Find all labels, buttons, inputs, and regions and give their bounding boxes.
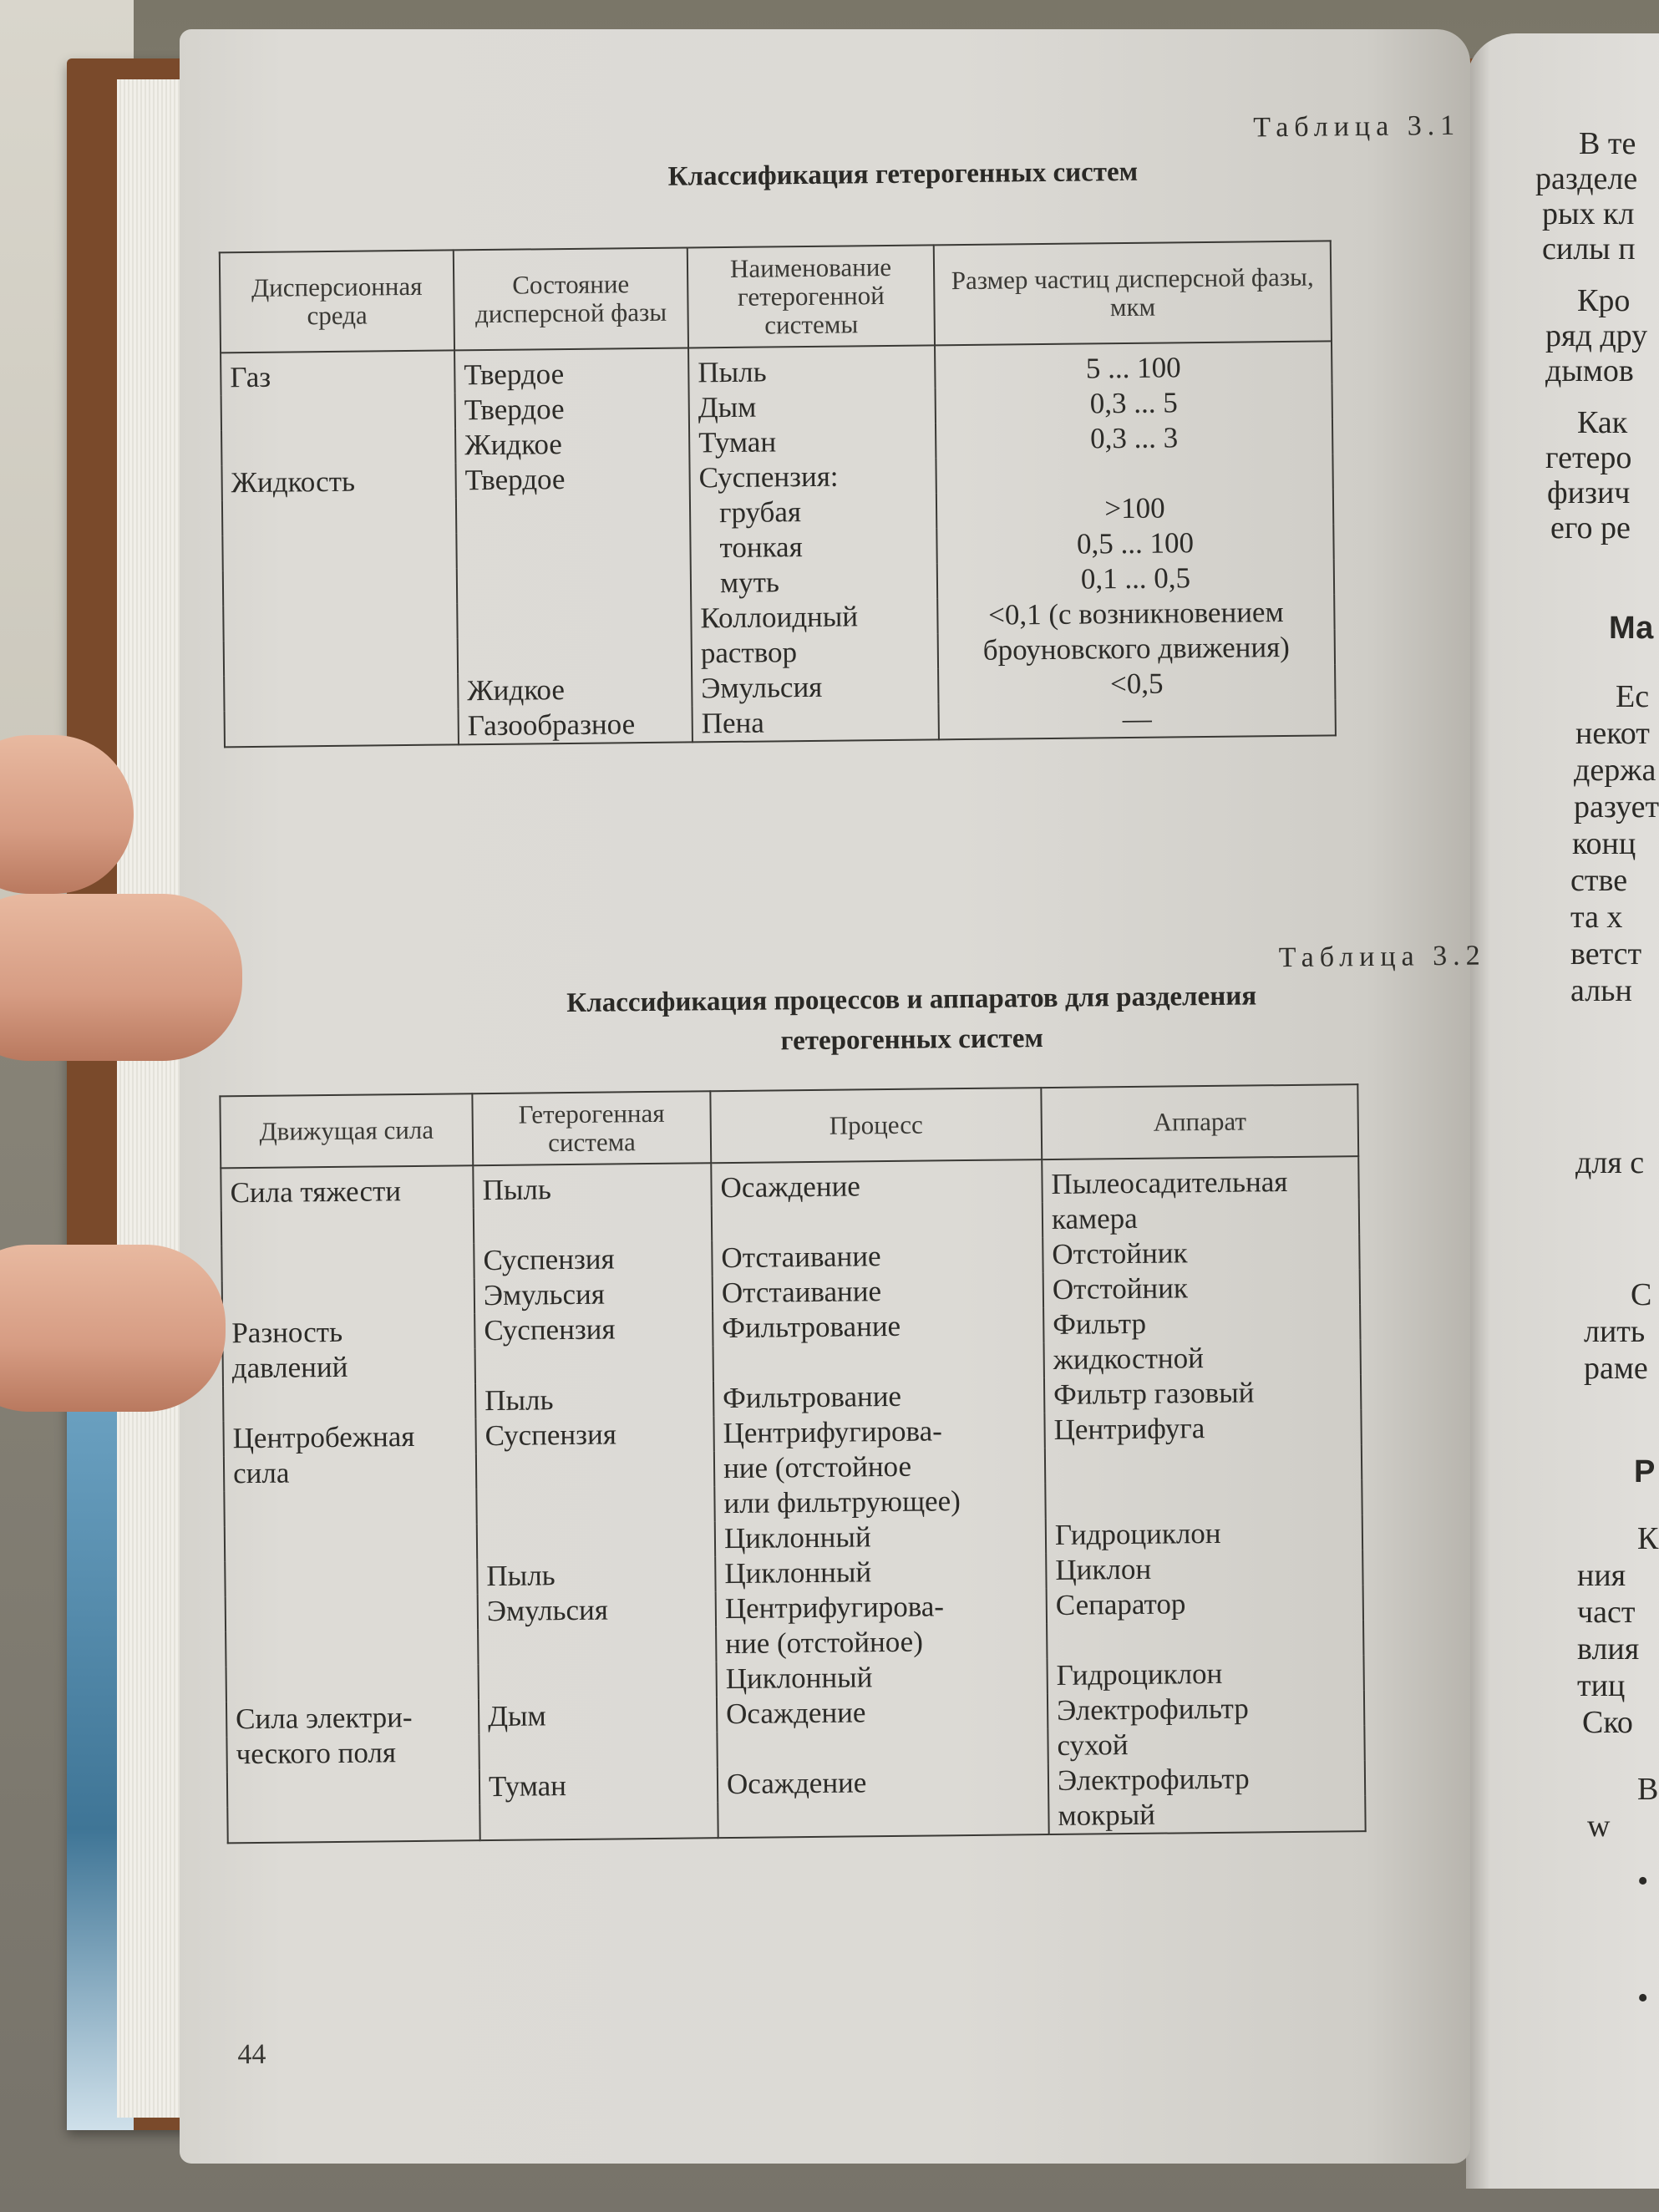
table-cell: Пыль (477, 1556, 715, 1594)
right-page-line: • (1637, 1864, 1649, 1899)
table1 (219, 240, 1337, 748)
table-cell (223, 1383, 475, 1421)
table-cell: Осаждение (718, 1763, 1048, 1802)
table-cell: 0,5 ... 100 (936, 524, 1333, 563)
right-page-line: держа (1574, 753, 1656, 788)
table-cell: 0,1 ... 0,5 (937, 559, 1334, 598)
table-cell: Суспензия (474, 1240, 712, 1278)
right-page-line: К (1637, 1521, 1659, 1556)
table-cell: Центрифугирова- (713, 1413, 1044, 1451)
right-page-line: некот (1575, 716, 1650, 751)
table-cell: Фильтр (1043, 1304, 1360, 1342)
table-cell: Отстаивание (712, 1237, 1043, 1276)
table-cell: грубая (690, 493, 936, 530)
table-cell (713, 1342, 1044, 1381)
table-cell (936, 454, 1332, 493)
table-cell (479, 1802, 718, 1840)
table-cell (458, 636, 692, 673)
table-cell: Эмульсия (474, 1276, 713, 1313)
table-cell: Фильтрование (713, 1377, 1044, 1416)
table-cell (222, 533, 456, 571)
table-cell: Жидкое (458, 671, 692, 708)
table-cell (474, 1205, 712, 1243)
right-page-line: ния (1577, 1558, 1626, 1593)
table2-header-3: Аппарат (1041, 1084, 1358, 1159)
table2 (219, 1083, 1366, 1844)
finger-1 (0, 735, 134, 894)
table-cell: Центробежная (223, 1418, 475, 1456)
table-cell: >100 (936, 489, 1333, 528)
table2-header-1: Гетерогенная система (472, 1091, 711, 1165)
right-page-line: Как (1577, 405, 1628, 440)
table-cell: Коллоидный (691, 598, 937, 636)
right-page-line: влия (1577, 1631, 1640, 1667)
right-page-line: альн (1570, 973, 1632, 1008)
table-cell (221, 1243, 474, 1281)
table-cell: Гидроциклон (1046, 1514, 1362, 1553)
table-cell (1045, 1444, 1362, 1483)
table-cell (478, 1626, 716, 1664)
table-cell (479, 1732, 717, 1769)
table-cell: Туман (689, 423, 936, 460)
table-cell: Дым (689, 388, 936, 425)
table-cell: Пыль (475, 1381, 713, 1418)
right-page-line: В (1637, 1772, 1659, 1807)
table1-header-1: Состояние дисперсной фазы (454, 247, 688, 350)
table-cell: Отстаивание (713, 1272, 1043, 1311)
right-page-line: Кро (1577, 283, 1631, 318)
table-cell (224, 638, 458, 676)
table-cell (226, 1594, 478, 1631)
table-cell: ние (отстойное (714, 1448, 1045, 1486)
table-cell: тонкая (690, 528, 936, 566)
table-cell: Отстойник (1043, 1269, 1360, 1307)
table-cell: Твердое (455, 390, 689, 428)
finger-2 (0, 894, 242, 1061)
table-cell: или фильтрующее) (714, 1483, 1045, 1521)
table1-body (221, 341, 1336, 747)
table-cell: сила (224, 1454, 476, 1491)
table-cell: Пыль (688, 345, 936, 390)
hand (0, 735, 242, 1420)
table-cell: Центрифуга (1044, 1409, 1361, 1448)
table-cell: Твердое (455, 460, 689, 498)
right-page-line: Ма (1609, 611, 1654, 646)
table-cell: Фильтрование (713, 1307, 1043, 1346)
table-cell: Разность (222, 1313, 474, 1351)
table-cell (475, 1346, 713, 1383)
table-cell: Осаждение (711, 1159, 1043, 1205)
right-page-line: рых кл (1542, 196, 1635, 231)
table-cell: Электрофильтр (1048, 1690, 1364, 1728)
table-cell: <0,5 (938, 664, 1335, 703)
table-cell: камера (1043, 1199, 1359, 1237)
table-cell (223, 603, 457, 641)
table-cell (222, 498, 456, 535)
table-cell (226, 1629, 478, 1667)
right-page-line: силы п (1542, 231, 1636, 266)
right-page-line: Ес (1616, 679, 1650, 714)
table2-header-0: Движущая сила (220, 1093, 473, 1168)
table-cell (221, 393, 455, 430)
table-cell: ние (отстойное) (716, 1623, 1047, 1662)
table-cell: сухой (1048, 1725, 1364, 1763)
table-cell (225, 1524, 477, 1561)
right-page-line: та x (1570, 900, 1623, 935)
table2-header-row (220, 1084, 1358, 1168)
table-cell: Пыль (473, 1163, 712, 1208)
table-cell (224, 673, 458, 711)
table-cell (456, 495, 690, 533)
right-page-line: • (1637, 1981, 1649, 2016)
table-cell: Пылеосадительная (1042, 1156, 1359, 1202)
table-cell: Циклонный (716, 1658, 1047, 1697)
table-cell: Эмульсия (692, 668, 938, 706)
right-page-line: для с (1575, 1145, 1645, 1180)
table-cell: Твердое (454, 348, 689, 393)
table-cell: Циклон (1046, 1550, 1362, 1588)
table-cell: Сила тяжести (221, 1165, 474, 1210)
table-cell: 0,3 ... 3 (936, 419, 1332, 458)
table-cell (227, 1769, 479, 1807)
right-page-line: физич (1547, 475, 1631, 510)
table1-header-0: Дисперсионная среда (220, 250, 454, 353)
table-cell: Суспензия (474, 1311, 713, 1348)
right-page-line: конц (1572, 826, 1636, 861)
table-cell: Газообразное (459, 706, 693, 744)
right-page-line: дымов (1545, 353, 1634, 388)
right-page-line: тиц (1577, 1668, 1626, 1703)
table-cell: Циклонный (715, 1553, 1046, 1591)
table-cell: Электрофильтр (1048, 1760, 1365, 1799)
table-cell: Сепаратор (1047, 1585, 1363, 1623)
table-cell (457, 566, 691, 603)
table-cell (225, 708, 459, 747)
table-cell: — (938, 699, 1335, 739)
table-cell (223, 568, 457, 606)
table-cell: муть (691, 563, 937, 601)
right-page-line: разует (1574, 789, 1659, 824)
table1-label: Таблица 3.1 (1253, 109, 1461, 144)
right-page-line: разделе (1535, 161, 1638, 196)
table-cell: Сила электри- (226, 1699, 479, 1737)
table-cell (225, 1559, 477, 1596)
right-page-line: ветст (1570, 936, 1642, 972)
right-page-line: Р (1634, 1454, 1656, 1489)
right-page-line: лить (1584, 1314, 1646, 1349)
right-page-line: гетеро (1545, 440, 1632, 475)
table-cell: ческого поля (226, 1734, 479, 1772)
table2-body (221, 1156, 1365, 1843)
table-cell (457, 601, 691, 638)
page-number: 44 (237, 2038, 266, 2071)
table2-title-line2: гетерогенных систем (780, 1023, 1044, 1057)
right-page-line: част (1577, 1595, 1636, 1630)
table-cell (717, 1728, 1048, 1767)
table-cell: Жидкость (221, 463, 455, 500)
right-page-line: стве (1570, 863, 1628, 898)
table1-title: Классификация гетерогенных систем (667, 156, 1139, 192)
table-cell: 5 ... 100 (935, 341, 1332, 388)
table-cell (224, 1489, 476, 1526)
table-cell (1047, 1620, 1363, 1658)
right-page-line: ряд дру (1545, 318, 1648, 353)
table-cell (476, 1486, 714, 1524)
table-cell (718, 1799, 1048, 1838)
table-cell (476, 1451, 714, 1489)
table2-label: Таблица 3.2 (1278, 940, 1486, 974)
table-cell: раствор (692, 633, 938, 671)
right-page-line: Ско (1582, 1705, 1633, 1740)
table-cell (456, 530, 690, 568)
table-cell: жидкостной (1044, 1339, 1361, 1377)
table-cell: Осаждение (717, 1693, 1048, 1732)
table-cell: Фильтр газовый (1044, 1374, 1361, 1413)
table-cell: Эмульсия (478, 1591, 716, 1629)
table-cell (227, 1804, 479, 1843)
table-cell: Отстойник (1043, 1234, 1359, 1272)
table-cell: Суспензия: (689, 458, 936, 495)
table-cell: 0,3 ... 5 (936, 383, 1332, 423)
table-cell: мокрый (1048, 1795, 1365, 1834)
table-cell: Газ (221, 350, 455, 395)
table1-header-2: Наименование гетерогенной системы (687, 245, 935, 348)
right-page-line: В те (1579, 126, 1636, 161)
table-cell (477, 1521, 715, 1559)
table-cell: Суспензия (475, 1416, 713, 1454)
table2-header-2: Процесс (710, 1088, 1042, 1163)
table-cell: Гидроциклон (1047, 1655, 1363, 1693)
table-cell: давлений (223, 1348, 475, 1386)
table-cell: броуновского движения) (938, 629, 1335, 668)
table-cell (226, 1664, 479, 1702)
table-cell: Дым (479, 1697, 717, 1734)
table-cell (222, 1278, 474, 1316)
right-page-line: w (1587, 1809, 1611, 1844)
right-page-line: раме (1584, 1351, 1648, 1386)
table-cell: Циклонный (715, 1518, 1046, 1556)
table-cell: Пена (693, 703, 939, 742)
table-cell (221, 428, 455, 465)
table-cell: <0,1 (с возникновением (937, 594, 1334, 633)
table-cell (479, 1662, 717, 1699)
table1-header-3: Размер частиц дисперсной фазы, мкм (934, 241, 1332, 345)
table2-title-line1: Классификация процессов и аппаратов для разделения (566, 981, 1257, 1019)
table-cell: Туман (479, 1767, 718, 1804)
right-page-line: его ре (1550, 510, 1631, 545)
finger-3 (0, 1245, 226, 1412)
table-cell: Центрифугирова- (716, 1588, 1047, 1626)
table-cell (712, 1202, 1043, 1240)
table-cell (1045, 1479, 1362, 1518)
table-cell (221, 1208, 474, 1246)
table-cell: Жидкое (455, 425, 689, 463)
table1-header-row (220, 241, 1332, 353)
right-page-line: С (1631, 1277, 1652, 1312)
